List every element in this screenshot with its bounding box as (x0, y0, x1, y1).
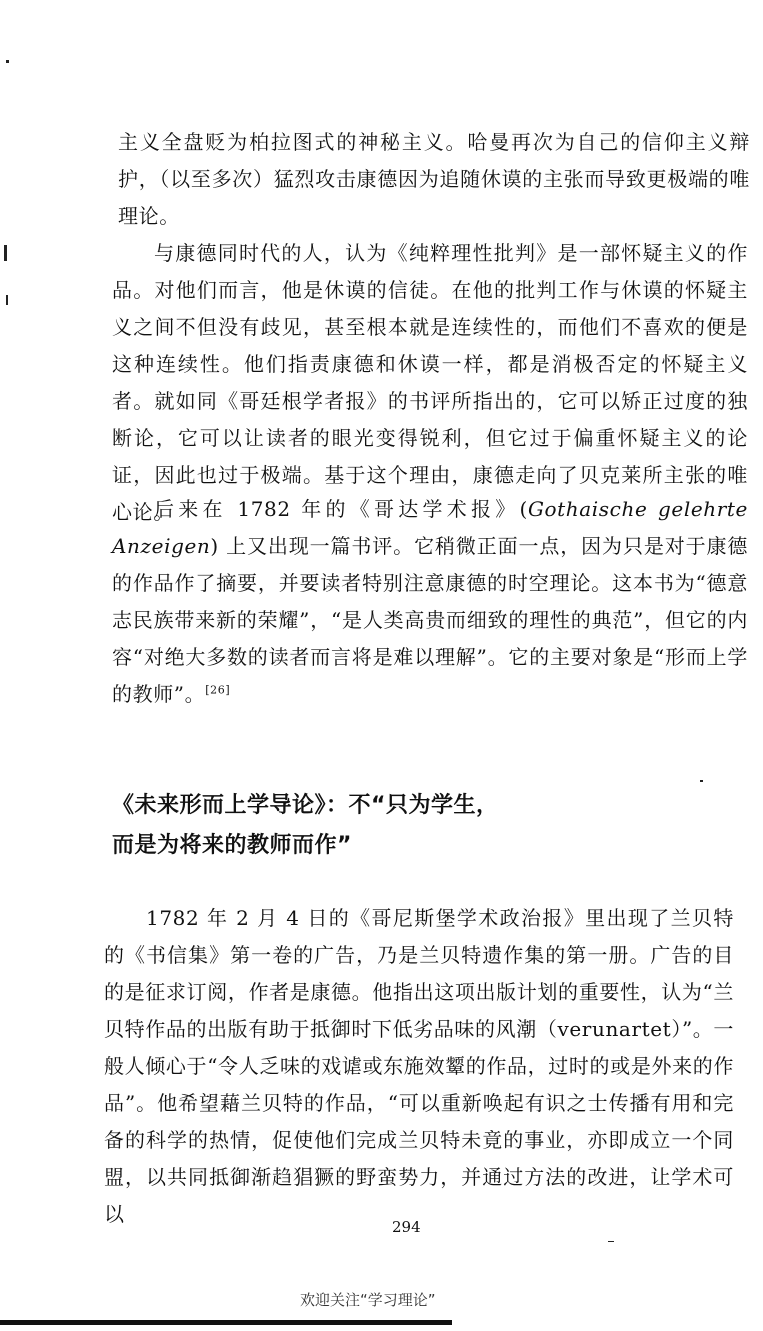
paragraph-text-end: ) 上又出现一篇书评。它稍微正面一点，因为只是对于康德的作品作了摘要，并要读者特别注意康德的时空理论。这本书为“德意志民族带来新的荣耀”，“是人类高贵而细致的理性的典范”，但它的内容“对绝大多数的读者而言将是难以理解”。它的主要对象是“形而上学的教师”。 (112, 534, 748, 706)
section-heading-line-1: 《未来形而上学导论》：不“只为学生， (112, 793, 499, 818)
footer-watermark-text: 欢迎关注“学习理论” (300, 1291, 436, 1309)
journal-title-italic: Gothaische gelehrte Anzeigen (112, 497, 748, 558)
paragraph-contemporaries: 与康德同时代的人，认为《纯粹理性批判》是一部怀疑主义的作品。对他们而言，他是休谟的信徒。在他的批判工作与休谟的怀疑主义之间不但没有歧见，甚至根本就是连续性的，而他们不喜欢的便是这种连续性。他们指责康德和休谟一样，都是消极否定的怀疑主义者。就如同《哥廷根学者报》的书评所指出的，它可以矫正过度的独断论，它可以让读者的眼光变得锐利，但它过于偏重怀疑主义的论证，因此也过于极端。基于这个理由，康德走向了贝克莱所主张的唯心论。 (112, 241, 748, 524)
paragraph-text-start: 后来在 1782 年的《哥达学术报》( (154, 497, 528, 521)
paragraph-lambert-letters: 1782 年 2 月 4 日的《哥尼斯堡学术政治报》里出现了兰贝特的《书信集》第一卷的广告，乃是兰贝特遗作集的第一册。广告的目的是征求订阅，作者是康德。他指出这项出版计划的重要性，认为“兰贝特作品的出版有助于抵御时下低劣品味的风潮（verunartet）”。一般人倾心于“令人乏味的戏谑或东施效颦的作品，过时的或是外来的作品”。他希望藉兰贝特的作品，“可以重新唤起有识之士传播有用和完备的科学的热情，促使他们完成兰贝特未竟的事业，亦即成立一个同盟，以共同抵御渐趋猖獗的野蛮势力，并通过方法的改进，让学术可以 (104, 906, 734, 1226)
paragraph-gotha-review (112, 491, 748, 713)
page-number: 294 (392, 1218, 421, 1236)
scan-edge-bar (0, 1320, 452, 1325)
section-heading (112, 786, 632, 866)
section-heading-line-2: 而是为将来的教师而作” (112, 833, 352, 858)
footnote-reference: [26] (205, 683, 231, 697)
paragraph-continued: 主义全盘贬为柏拉图式的神秘主义。哈曼再次为自己的信仰主义辩护，（以至多次）猛烈攻击康德因为追随休谟的主张而导致更极端的唯理论。 (118, 130, 750, 228)
